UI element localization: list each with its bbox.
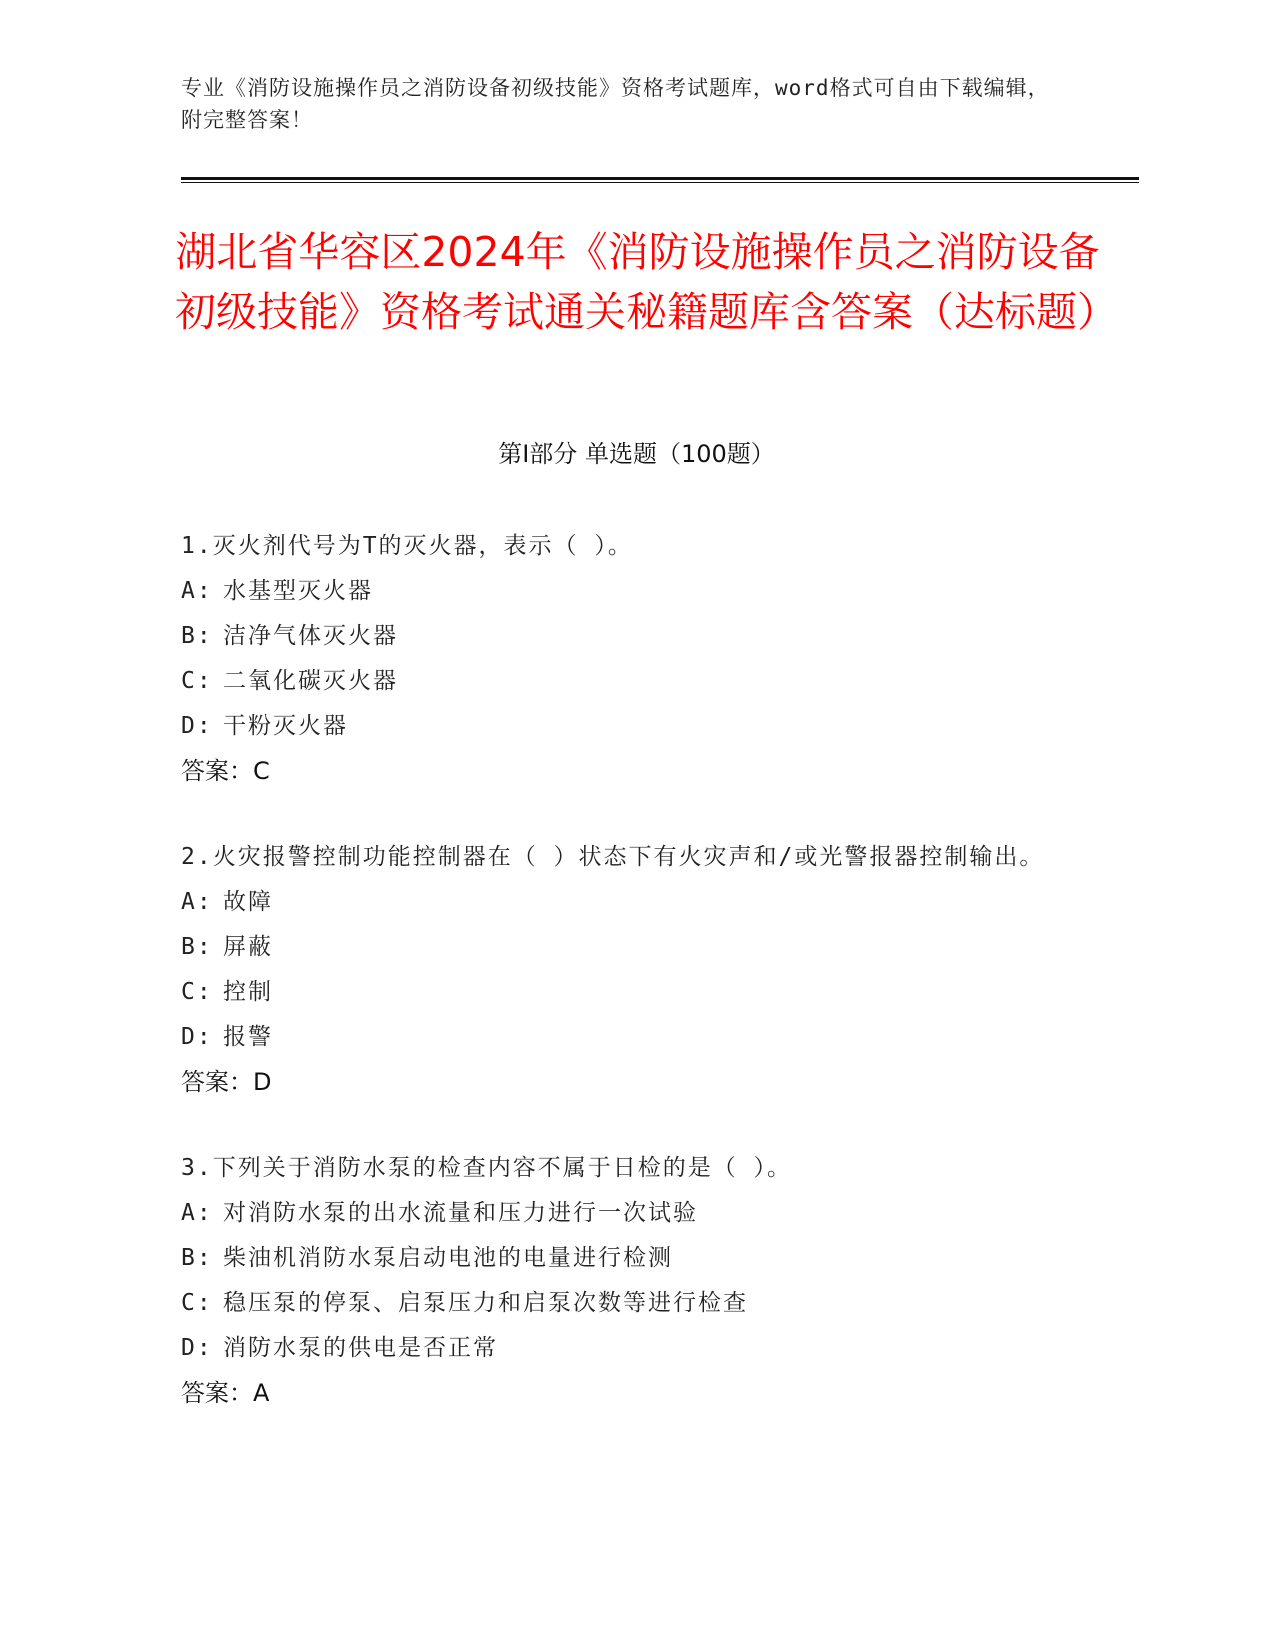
option-text: 控制 [223, 979, 273, 1005]
option-text: 洁净气体灭火器 [223, 623, 398, 649]
option-letter: B: [181, 623, 213, 649]
question-stem: 2.火灾报警控制功能控制器在（ ）状态下有火灾声和/或光警报器控制输出。 [181, 844, 1045, 870]
answer-text: 答案：A [181, 1379, 270, 1407]
option-text: 消防水泵的供电是否正常 [223, 1335, 498, 1361]
document-title: 湖北省华容区2024年《消防设施操作员之消防设备初级技能》资格考试通关秘籍题库含答案（达标题） [175, 228, 1118, 336]
option-a [181, 569, 1081, 614]
answer-text: 答案：D [181, 1068, 272, 1096]
option-d [181, 1015, 1081, 1060]
option-letter: B: [181, 1245, 213, 1271]
option-text: 二氧化碳灭火器 [223, 668, 398, 694]
option-text: 故障 [223, 889, 273, 915]
question-list [181, 524, 1081, 1457]
option-letter: C: [181, 668, 213, 694]
option-text: 稳压泵的停泵、启泵压力和启泵次数等进行检查 [223, 1290, 748, 1316]
question-3 [181, 1146, 1081, 1416]
option-d [181, 704, 1081, 749]
question-1 [181, 524, 1081, 794]
option-letter: D: [181, 1335, 213, 1361]
section-heading: 第Ⅰ部分 单选题（100题） [498, 440, 775, 468]
option-letter: A: [181, 889, 213, 915]
option-b [181, 1236, 1081, 1281]
header-divider-thin [181, 182, 1139, 183]
option-c [181, 1281, 1081, 1326]
option-text: 水基型灭火器 [223, 578, 373, 604]
option-letter: A: [181, 1200, 213, 1226]
option-b [181, 614, 1081, 659]
option-letter: C: [181, 979, 213, 1005]
option-letter: D: [181, 713, 213, 739]
question-2 [181, 835, 1081, 1105]
option-a [181, 880, 1081, 925]
option-a [181, 1191, 1081, 1236]
option-letter: A: [181, 578, 213, 604]
option-c [181, 659, 1081, 704]
option-d [181, 1326, 1081, 1371]
option-text: 对消防水泵的出水流量和压力进行一次试验 [223, 1200, 698, 1226]
option-text: 柴油机消防水泵启动电池的电量进行检测 [223, 1245, 673, 1271]
option-b [181, 925, 1081, 970]
option-c [181, 970, 1081, 1015]
question-stem: 3.下列关于消防水泵的检查内容不属于日检的是（ ）。 [181, 1155, 793, 1181]
header-divider [181, 177, 1139, 180]
answer-text: 答案：C [181, 757, 270, 785]
header-note: 专业《消防设施操作员之消防设备初级技能》资格考试题库，word格式可自由下载编辑，附完整答案！ [181, 76, 1050, 132]
option-letter: B: [181, 934, 213, 960]
option-text: 报警 [223, 1024, 273, 1050]
option-letter: C: [181, 1290, 213, 1316]
option-text: 干粉灭火器 [223, 713, 348, 739]
option-text: 屏蔽 [223, 934, 273, 960]
question-stem: 1.灭火剂代号为T的灭火器，表示（ ）。 [181, 533, 633, 559]
option-letter: D: [181, 1024, 213, 1050]
